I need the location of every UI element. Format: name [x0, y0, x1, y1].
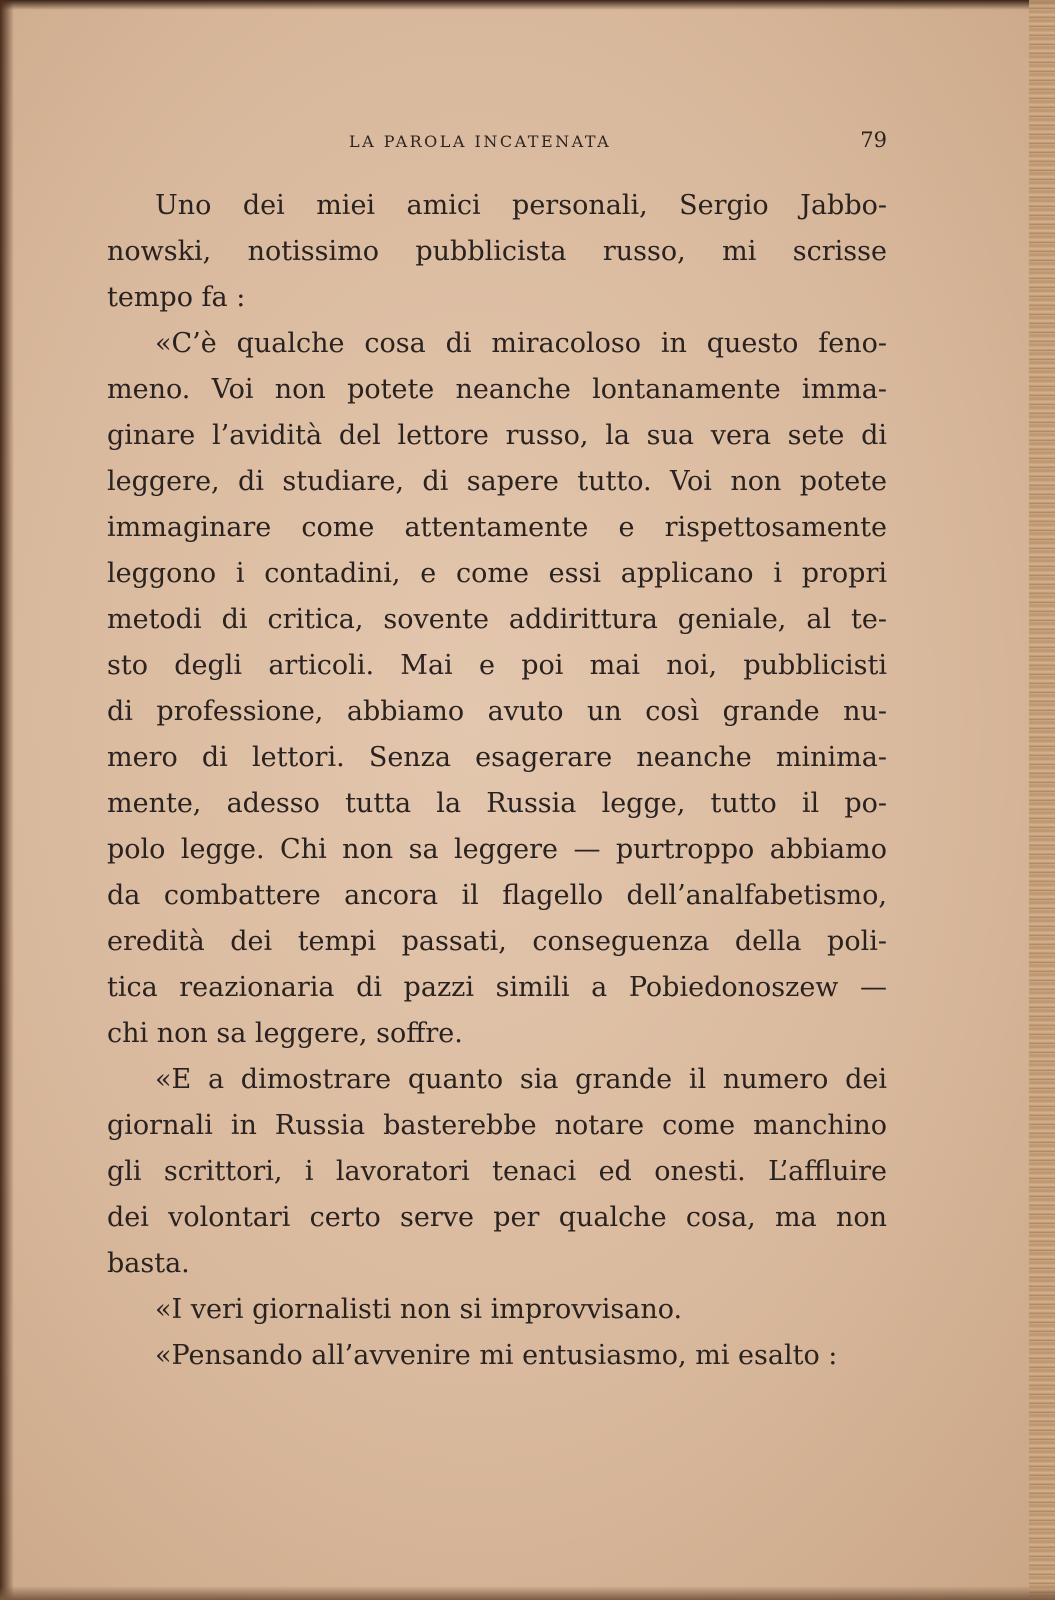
text-line: immaginare come attentamente e rispettosamente: [107, 512, 887, 543]
text-line: «E a dimostrare quanto sia grande il numero dei: [155, 1064, 887, 1095]
text-line: «Pensando all’avvenire mi entusiasmo, mi esalto :: [155, 1340, 838, 1371]
text-line: mero di lettori. Senza esagerare neanche minima-: [107, 742, 887, 773]
text-line: sto degli articoli. Mai e poi mai noi, pubblicisti: [107, 650, 887, 681]
text-line: tica reazionaria di pazzi simili a Pobiedonoszew —: [107, 972, 887, 1003]
text-line: ginare l’avidità del lettore russo, la sua vera sete di: [107, 420, 887, 451]
text-line: mente, adesso tutta la Russia legge, tutto il po-: [107, 788, 887, 819]
text-line: chi non sa leggere, soffre.: [107, 1018, 463, 1049]
page-left-edge: [0, 0, 14, 1600]
text-line: Uno dei miei amici personali, Sergio Jabbo-: [155, 190, 887, 221]
text-line: gli scrittori, i lavoratori tenaci ed onesti. L’affluire: [107, 1156, 887, 1187]
paragraph: [107, 183, 887, 321]
text-line: giornali in Russia basterebbe notare come manchino: [107, 1110, 887, 1141]
text-line: da combattere ancora il flagello dell’analfabetismo,: [107, 880, 887, 911]
text-line: meno. Voi non potete neanche lontanamente imma-: [107, 374, 887, 405]
text-line: metodi di critica, sovente addirittura geniale, al te-: [107, 604, 887, 635]
text-line: dei volontari certo serve per qualche cosa, ma non: [107, 1202, 887, 1233]
running-title: LA PAROLA INCATENATA: [349, 132, 612, 151]
page-number: 79: [860, 128, 887, 152]
page-bottom-edge: [0, 1586, 1055, 1600]
body-text: [107, 183, 887, 1379]
text-line: eredità dei tempi passati, conseguenza della poli-: [107, 926, 887, 957]
text-line: tempo fa :: [107, 282, 246, 313]
running-head: [107, 128, 887, 158]
text-line: nowski, notissimo pubblicista russo, mi scrisse: [107, 236, 887, 267]
text-line: «C’è qualche cosa di miracoloso in questo feno-: [155, 328, 887, 359]
text-line: basta.: [107, 1248, 190, 1279]
paragraph: [107, 1057, 887, 1287]
text-line: polo legge. Chi non sa leggere — purtroppo abbiamo: [107, 834, 887, 865]
text-line: leggere, di studiare, di sapere tutto. Voi non potete: [107, 466, 887, 497]
page-right-edge: [1029, 0, 1055, 1600]
text-line: «I veri giornalisti non si improvvisano.: [155, 1294, 683, 1325]
page-top-edge: [0, 0, 1055, 10]
text-line: di professione, abbiamo avuto un così grande nu-: [107, 696, 887, 727]
paragraph: [107, 321, 887, 1057]
paragraph: [107, 1287, 887, 1333]
text-line: leggono i contadini, e come essi applicano i propri: [107, 558, 887, 589]
paragraph: [107, 1333, 887, 1379]
